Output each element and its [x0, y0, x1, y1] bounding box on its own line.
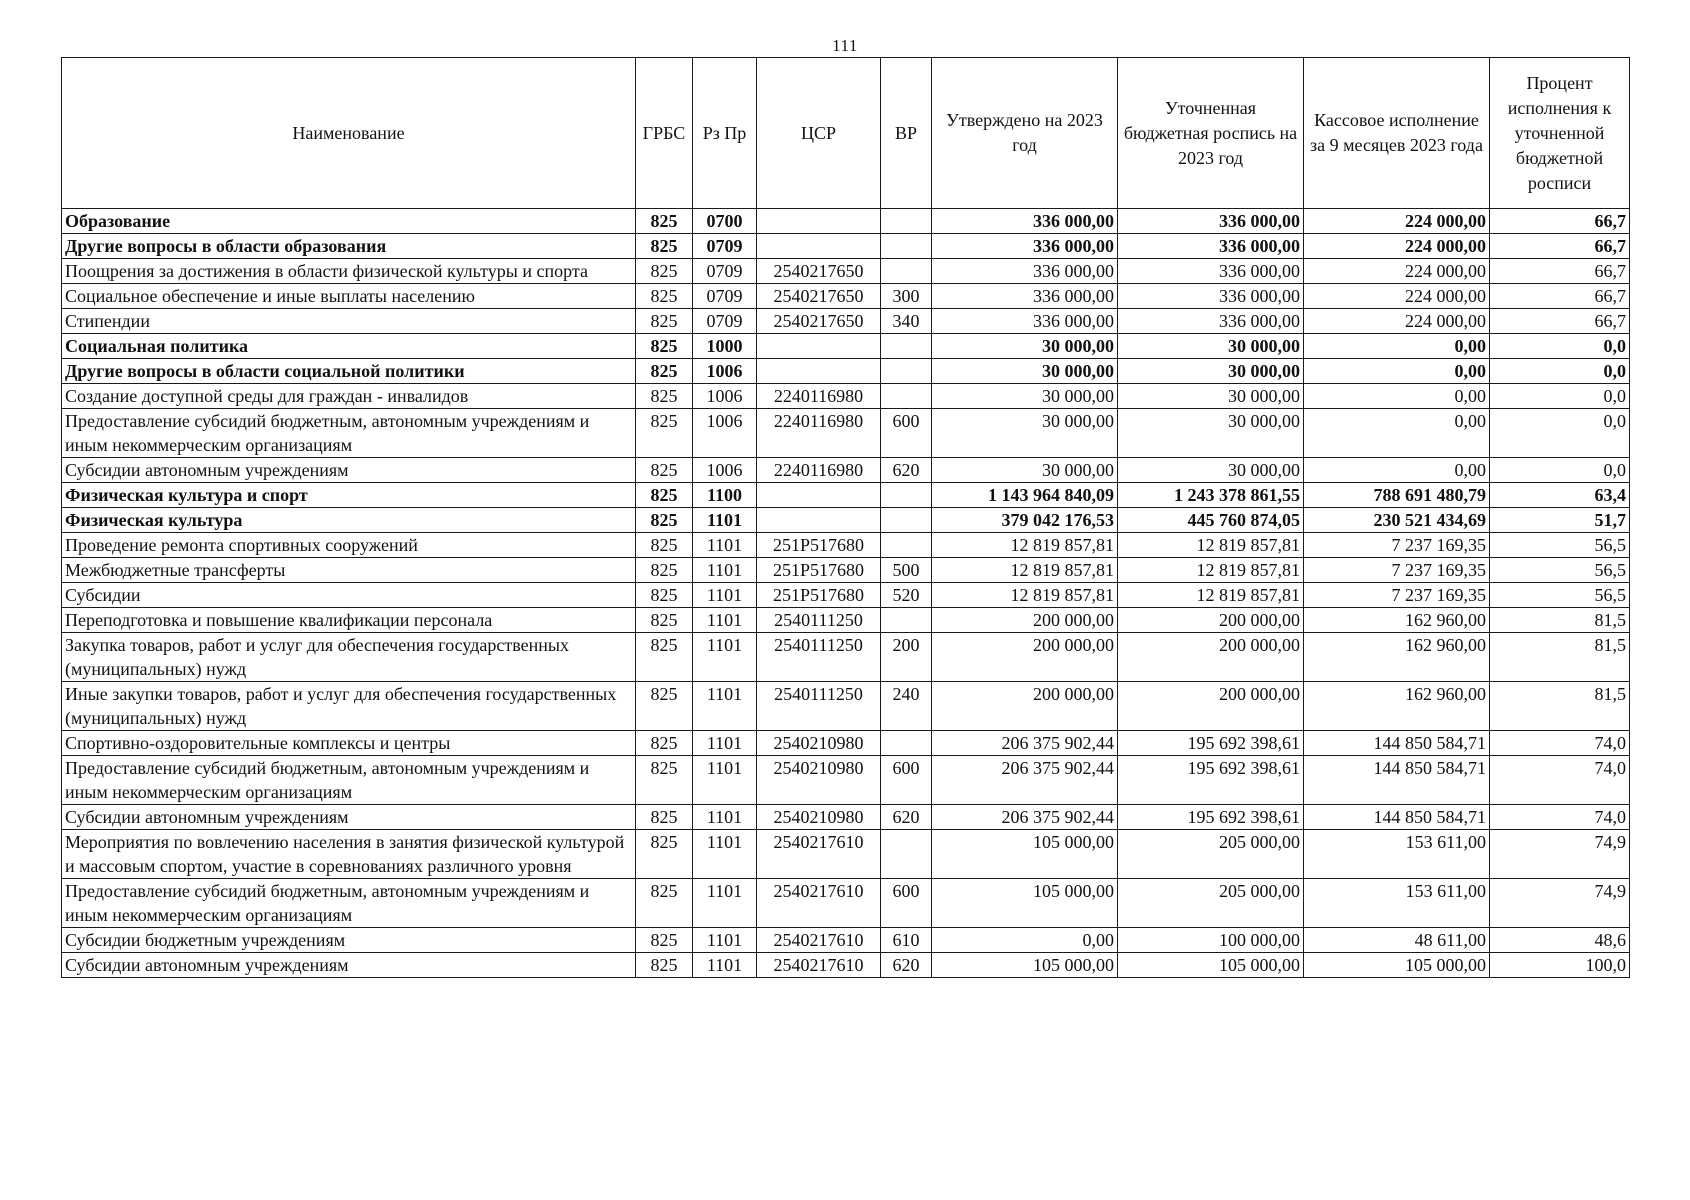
cell-percent: 0,0	[1490, 359, 1630, 384]
cell-rzpr: 1006	[693, 359, 757, 384]
cell-percent: 56,5	[1490, 583, 1630, 608]
cell-cash: 105 000,00	[1304, 953, 1490, 978]
table-row	[62, 259, 1630, 284]
cell-grbs: 825	[636, 953, 693, 978]
header-vr: ВР	[881, 58, 932, 209]
cell-csr	[757, 483, 881, 508]
cell-csr	[757, 359, 881, 384]
cell-refined: 30 000,00	[1118, 458, 1304, 483]
cell-refined: 195 692 398,61	[1118, 756, 1304, 805]
cell-refined: 30 000,00	[1118, 409, 1304, 458]
cell-rzpr: 1101	[693, 583, 757, 608]
cell-cash: 153 611,00	[1304, 879, 1490, 928]
cell-grbs: 825	[636, 608, 693, 633]
cell-percent: 74,9	[1490, 830, 1630, 879]
table-row	[62, 682, 1630, 731]
cell-percent: 81,5	[1490, 682, 1630, 731]
cell-csr: 251P517680	[757, 558, 881, 583]
cell-refined: 1 243 378 861,55	[1118, 483, 1304, 508]
cell-cash: 224 000,00	[1304, 259, 1490, 284]
cell-cash: 144 850 584,71	[1304, 756, 1490, 805]
cell-vr	[881, 334, 932, 359]
header-name: Наименование	[62, 58, 636, 209]
cell-grbs: 825	[636, 508, 693, 533]
cell-name: Стипендии	[62, 309, 636, 334]
cell-rzpr: 1101	[693, 928, 757, 953]
cell-rzpr: 0709	[693, 309, 757, 334]
cell-grbs: 825	[636, 284, 693, 309]
cell-refined: 200 000,00	[1118, 682, 1304, 731]
cell-percent: 74,9	[1490, 879, 1630, 928]
cell-rzpr: 1101	[693, 756, 757, 805]
cell-cash: 153 611,00	[1304, 830, 1490, 879]
cell-csr: 251P517680	[757, 583, 881, 608]
cell-percent: 81,5	[1490, 633, 1630, 682]
cell-grbs: 825	[636, 409, 693, 458]
cell-approved: 30 000,00	[932, 359, 1118, 384]
cell-name: Спортивно-оздоровительные комплексы и центры	[62, 731, 636, 756]
cell-approved: 105 000,00	[932, 879, 1118, 928]
cell-approved: 12 819 857,81	[932, 558, 1118, 583]
cell-rzpr: 0700	[693, 209, 757, 234]
cell-vr	[881, 359, 932, 384]
cell-cash: 0,00	[1304, 334, 1490, 359]
cell-grbs: 825	[636, 805, 693, 830]
cell-refined: 12 819 857,81	[1118, 583, 1304, 608]
cell-approved: 0,00	[932, 928, 1118, 953]
cell-vr	[881, 608, 932, 633]
cell-approved: 30 000,00	[932, 458, 1118, 483]
cell-approved: 200 000,00	[932, 633, 1118, 682]
table-row	[62, 384, 1630, 409]
cell-cash: 0,00	[1304, 384, 1490, 409]
cell-percent: 66,7	[1490, 209, 1630, 234]
cell-grbs: 825	[636, 682, 693, 731]
table-row	[62, 209, 1630, 234]
cell-vr: 200	[881, 633, 932, 682]
cell-name: Социальное обеспечение и иные выплаты населению	[62, 284, 636, 309]
cell-csr	[757, 508, 881, 533]
cell-vr: 600	[881, 409, 932, 458]
cell-percent: 74,0	[1490, 731, 1630, 756]
cell-approved: 1 143 964 840,09	[932, 483, 1118, 508]
cell-refined: 30 000,00	[1118, 334, 1304, 359]
cell-name: Предоставление субсидий бюджетным, автономным учреждениям и иным некоммерческим организациям	[62, 409, 636, 458]
cell-approved: 30 000,00	[932, 334, 1118, 359]
cell-grbs: 825	[636, 234, 693, 259]
cell-csr: 2240116980	[757, 409, 881, 458]
cell-cash: 224 000,00	[1304, 209, 1490, 234]
cell-rzpr: 1101	[693, 805, 757, 830]
cell-vr: 610	[881, 928, 932, 953]
cell-refined: 30 000,00	[1118, 384, 1304, 409]
cell-cash: 224 000,00	[1304, 234, 1490, 259]
cell-csr: 2540217650	[757, 259, 881, 284]
cell-grbs: 825	[636, 756, 693, 805]
cell-cash: 162 960,00	[1304, 608, 1490, 633]
cell-percent: 51,7	[1490, 508, 1630, 533]
cell-refined: 205 000,00	[1118, 830, 1304, 879]
cell-rzpr: 1101	[693, 508, 757, 533]
cell-refined: 205 000,00	[1118, 879, 1304, 928]
cell-grbs: 825	[636, 483, 693, 508]
table-row	[62, 334, 1630, 359]
cell-rzpr: 0709	[693, 284, 757, 309]
cell-grbs: 825	[636, 259, 693, 284]
cell-grbs: 825	[636, 731, 693, 756]
table-row	[62, 583, 1630, 608]
cell-name: Социальная политика	[62, 334, 636, 359]
table-header	[62, 58, 1630, 209]
cell-refined: 336 000,00	[1118, 209, 1304, 234]
cell-csr: 2540217650	[757, 309, 881, 334]
cell-csr: 2540217610	[757, 928, 881, 953]
table-row	[62, 608, 1630, 633]
header-approved: Утверждено на 2023 год	[932, 58, 1118, 209]
cell-name: Физическая культура	[62, 508, 636, 533]
cell-csr: 2540210980	[757, 756, 881, 805]
cell-csr: 251P517680	[757, 533, 881, 558]
table-row	[62, 284, 1630, 309]
cell-csr: 2540217610	[757, 953, 881, 978]
cell-cash: 0,00	[1304, 409, 1490, 458]
cell-name: Поощрения за достижения в области физической культуры и спорта	[62, 259, 636, 284]
cell-grbs: 825	[636, 458, 693, 483]
cell-refined: 195 692 398,61	[1118, 805, 1304, 830]
cell-name: Образование	[62, 209, 636, 234]
table-row	[62, 309, 1630, 334]
cell-vr	[881, 259, 932, 284]
cell-vr: 340	[881, 309, 932, 334]
cell-percent: 74,0	[1490, 756, 1630, 805]
cell-percent: 100,0	[1490, 953, 1630, 978]
cell-csr: 2540111250	[757, 633, 881, 682]
page-number: 111	[832, 36, 858, 55]
cell-cash: 144 850 584,71	[1304, 805, 1490, 830]
cell-refined: 195 692 398,61	[1118, 731, 1304, 756]
cell-approved: 336 000,00	[932, 209, 1118, 234]
cell-percent: 56,5	[1490, 533, 1630, 558]
cell-grbs: 825	[636, 209, 693, 234]
cell-name: Предоставление субсидий бюджетным, автономным учреждениям и иным некоммерческим организациям	[62, 756, 636, 805]
cell-rzpr: 1101	[693, 533, 757, 558]
cell-grbs: 825	[636, 359, 693, 384]
cell-name: Предоставление субсидий бюджетным, автономным учреждениям и иным некоммерческим организациям	[62, 879, 636, 928]
cell-name: Другие вопросы в области образования	[62, 234, 636, 259]
cell-name: Мероприятия по вовлечению населения в занятия физической культурой и массовым спортом, участие в соревнованиях различного уровня	[62, 830, 636, 879]
cell-rzpr: 1101	[693, 558, 757, 583]
cell-refined: 30 000,00	[1118, 359, 1304, 384]
cell-csr: 2540210980	[757, 805, 881, 830]
cell-refined: 105 000,00	[1118, 953, 1304, 978]
cell-rzpr: 1006	[693, 384, 757, 409]
cell-csr: 2540210980	[757, 731, 881, 756]
cell-rzpr: 1101	[693, 731, 757, 756]
table-row	[62, 805, 1630, 830]
cell-percent: 48,6	[1490, 928, 1630, 953]
cell-vr: 600	[881, 879, 932, 928]
cell-grbs: 825	[636, 533, 693, 558]
cell-approved: 105 000,00	[932, 953, 1118, 978]
cell-name: Субсидии бюджетным учреждениям	[62, 928, 636, 953]
header-grbs: ГРБС	[636, 58, 693, 209]
cell-approved: 200 000,00	[932, 682, 1118, 731]
cell-rzpr: 1101	[693, 633, 757, 682]
cell-rzpr: 0709	[693, 234, 757, 259]
cell-vr	[881, 533, 932, 558]
header-percent: Процент исполнения к уточненной бюджетной росписи	[1490, 58, 1630, 209]
cell-refined: 336 000,00	[1118, 309, 1304, 334]
cell-rzpr: 1101	[693, 682, 757, 731]
cell-refined: 336 000,00	[1118, 259, 1304, 284]
cell-vr	[881, 234, 932, 259]
cell-csr: 2540217650	[757, 284, 881, 309]
table-row	[62, 359, 1630, 384]
cell-percent: 63,4	[1490, 483, 1630, 508]
cell-percent: 0,0	[1490, 384, 1630, 409]
cell-vr: 620	[881, 458, 932, 483]
table-row	[62, 830, 1630, 879]
cell-grbs: 825	[636, 928, 693, 953]
cell-name: Субсидии	[62, 583, 636, 608]
cell-rzpr: 1100	[693, 483, 757, 508]
cell-cash: 144 850 584,71	[1304, 731, 1490, 756]
cell-approved: 30 000,00	[932, 409, 1118, 458]
cell-vr: 620	[881, 953, 932, 978]
cell-rzpr: 1101	[693, 608, 757, 633]
cell-refined: 12 819 857,81	[1118, 533, 1304, 558]
cell-cash: 230 521 434,69	[1304, 508, 1490, 533]
header-cash: Кассовое исполнение за 9 месяцев 2023 года	[1304, 58, 1490, 209]
table-row	[62, 879, 1630, 928]
cell-cash: 788 691 480,79	[1304, 483, 1490, 508]
cell-vr: 300	[881, 284, 932, 309]
cell-vr	[881, 384, 932, 409]
cell-name: Другие вопросы в области социальной политики	[62, 359, 636, 384]
cell-csr	[757, 209, 881, 234]
cell-name: Иные закупки товаров, работ и услуг для обеспечения государственных (муниципальных) нужд	[62, 682, 636, 731]
cell-vr	[881, 731, 932, 756]
table-row	[62, 533, 1630, 558]
cell-csr: 2540111250	[757, 682, 881, 731]
cell-vr: 600	[881, 756, 932, 805]
cell-csr: 2540111250	[757, 608, 881, 633]
cell-csr: 2540217610	[757, 879, 881, 928]
cell-name: Физическая культура и спорт	[62, 483, 636, 508]
cell-rzpr: 1101	[693, 830, 757, 879]
cell-percent: 66,7	[1490, 259, 1630, 284]
cell-percent: 56,5	[1490, 558, 1630, 583]
cell-cash: 7 237 169,35	[1304, 558, 1490, 583]
table-row	[62, 731, 1630, 756]
header-csr: ЦСР	[757, 58, 881, 209]
cell-percent: 74,0	[1490, 805, 1630, 830]
cell-cash: 7 237 169,35	[1304, 583, 1490, 608]
cell-approved: 336 000,00	[932, 259, 1118, 284]
cell-percent: 81,5	[1490, 608, 1630, 633]
cell-vr	[881, 830, 932, 879]
cell-vr: 620	[881, 805, 932, 830]
cell-percent: 66,7	[1490, 309, 1630, 334]
cell-name: Субсидии автономным учреждениям	[62, 458, 636, 483]
cell-grbs: 825	[636, 558, 693, 583]
cell-grbs: 825	[636, 309, 693, 334]
cell-csr: 2540217610	[757, 830, 881, 879]
cell-percent: 0,0	[1490, 334, 1630, 359]
cell-name: Субсидии автономным учреждениям	[62, 805, 636, 830]
cell-vr: 500	[881, 558, 932, 583]
cell-name: Проведение ремонта спортивных сооружений	[62, 533, 636, 558]
cell-cash: 0,00	[1304, 458, 1490, 483]
cell-cash: 162 960,00	[1304, 682, 1490, 731]
cell-approved: 336 000,00	[932, 234, 1118, 259]
cell-name: Переподготовка и повышение квалификации персонала	[62, 608, 636, 633]
table-body	[62, 209, 1630, 978]
cell-grbs: 825	[636, 879, 693, 928]
table-row	[62, 633, 1630, 682]
header-rzpr: Рз Пр	[693, 58, 757, 209]
cell-percent: 66,7	[1490, 284, 1630, 309]
cell-vr	[881, 508, 932, 533]
cell-cash: 162 960,00	[1304, 633, 1490, 682]
cell-vr	[881, 209, 932, 234]
cell-name: Межбюджетные трансферты	[62, 558, 636, 583]
header-refined: Уточненная бюджетная роспись на 2023 год	[1118, 58, 1304, 209]
cell-name: Создание доступной среды для граждан - инвалидов	[62, 384, 636, 409]
cell-approved: 379 042 176,53	[932, 508, 1118, 533]
cell-csr: 2240116980	[757, 384, 881, 409]
cell-refined: 336 000,00	[1118, 284, 1304, 309]
cell-cash: 224 000,00	[1304, 309, 1490, 334]
cell-vr: 520	[881, 583, 932, 608]
cell-rzpr: 1000	[693, 334, 757, 359]
cell-grbs: 825	[636, 334, 693, 359]
cell-percent: 66,7	[1490, 234, 1630, 259]
table-row	[62, 558, 1630, 583]
cell-approved: 200 000,00	[932, 608, 1118, 633]
cell-approved: 336 000,00	[932, 309, 1118, 334]
cell-refined: 445 760 874,05	[1118, 508, 1304, 533]
cell-approved: 206 375 902,44	[932, 805, 1118, 830]
table-row	[62, 928, 1630, 953]
cell-rzpr: 1006	[693, 458, 757, 483]
cell-vr: 240	[881, 682, 932, 731]
cell-approved: 30 000,00	[932, 384, 1118, 409]
cell-csr: 2240116980	[757, 458, 881, 483]
table-row	[62, 409, 1630, 458]
cell-refined: 336 000,00	[1118, 234, 1304, 259]
cell-rzpr: 0709	[693, 259, 757, 284]
cell-name: Закупка товаров, работ и услуг для обеспечения государственных (муниципальных) нужд	[62, 633, 636, 682]
cell-approved: 336 000,00	[932, 284, 1118, 309]
table-row	[62, 234, 1630, 259]
table-row	[62, 953, 1630, 978]
cell-cash: 0,00	[1304, 359, 1490, 384]
cell-percent: 0,0	[1490, 458, 1630, 483]
cell-refined: 200 000,00	[1118, 608, 1304, 633]
cell-cash: 224 000,00	[1304, 284, 1490, 309]
table-row	[62, 756, 1630, 805]
cell-name: Субсидии автономным учреждениям	[62, 953, 636, 978]
budget-execution-table	[61, 57, 1630, 978]
cell-grbs: 825	[636, 830, 693, 879]
cell-approved: 206 375 902,44	[932, 756, 1118, 805]
cell-refined: 200 000,00	[1118, 633, 1304, 682]
table-row	[62, 483, 1630, 508]
cell-grbs: 825	[636, 633, 693, 682]
cell-csr	[757, 234, 881, 259]
cell-approved: 105 000,00	[932, 830, 1118, 879]
cell-csr	[757, 334, 881, 359]
cell-rzpr: 1101	[693, 953, 757, 978]
cell-approved: 12 819 857,81	[932, 583, 1118, 608]
cell-grbs: 825	[636, 384, 693, 409]
table-row	[62, 458, 1630, 483]
table-row	[62, 508, 1630, 533]
cell-rzpr: 1006	[693, 409, 757, 458]
cell-percent: 0,0	[1490, 409, 1630, 458]
header-row	[62, 58, 1630, 209]
cell-grbs: 825	[636, 583, 693, 608]
cell-refined: 12 819 857,81	[1118, 558, 1304, 583]
cell-cash: 48 611,00	[1304, 928, 1490, 953]
cell-refined: 100 000,00	[1118, 928, 1304, 953]
cell-rzpr: 1101	[693, 879, 757, 928]
cell-cash: 7 237 169,35	[1304, 533, 1490, 558]
cell-vr	[881, 483, 932, 508]
cell-approved: 206 375 902,44	[932, 731, 1118, 756]
cell-approved: 12 819 857,81	[932, 533, 1118, 558]
